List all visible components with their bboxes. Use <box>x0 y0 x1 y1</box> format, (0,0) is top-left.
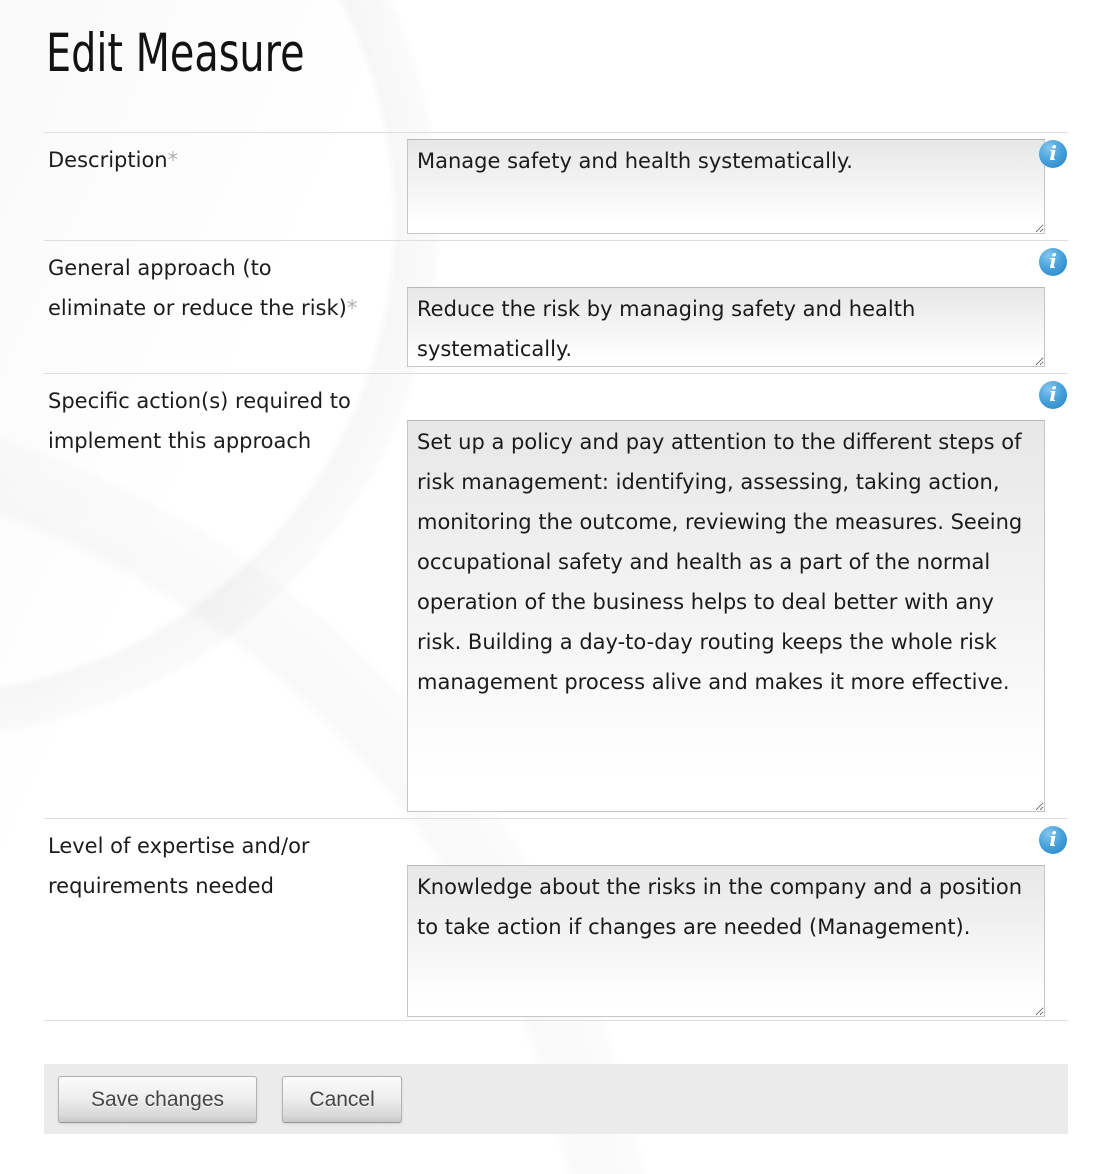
form-row-expertise <box>44 818 1068 1020</box>
info-icon-glyph: i <box>1049 382 1057 407</box>
general-approach-label <box>48 248 373 328</box>
page-title <box>44 0 1068 83</box>
form-row-general-approach <box>44 240 1068 373</box>
required-asterisk: * <box>346 296 358 321</box>
description-label-text: Description <box>48 148 168 173</box>
description-label <box>48 140 373 180</box>
cancel-button[interactable]: Cancel <box>282 1076 402 1123</box>
form-row-description <box>44 132 1068 240</box>
save-changes-button[interactable]: Save changes <box>58 1076 257 1123</box>
form-rows <box>44 132 1068 1021</box>
expertise-label <box>48 826 373 906</box>
info-icon[interactable] <box>1039 248 1067 276</box>
specific-actions-label-text: Specific action(s) required to implement this approach <box>48 389 351 454</box>
info-icon[interactable] <box>1039 140 1067 168</box>
info-icon-glyph: i <box>1049 141 1057 166</box>
general-approach-textarea[interactable] <box>407 287 1045 367</box>
page-title-text: Edit Measure <box>46 23 305 84</box>
expertise-label-text: Level of expertise and/or requirements needed <box>48 834 310 899</box>
edit-measure-form <box>44 132 1068 1134</box>
info-icon-glyph: i <box>1049 827 1057 852</box>
info-icon-glyph: i <box>1049 249 1057 274</box>
general-approach-label-text: General approach (to eliminate or reduce the risk) <box>48 256 347 321</box>
edit-measure-page <box>44 0 1068 1134</box>
description-textarea[interactable] <box>407 139 1045 234</box>
specific-actions-label <box>48 381 373 461</box>
form-actions-bar <box>44 1064 1068 1134</box>
info-icon[interactable] <box>1039 381 1067 409</box>
required-asterisk: * <box>167 148 179 173</box>
info-icon[interactable] <box>1039 826 1067 854</box>
specific-actions-textarea[interactable] <box>407 420 1045 812</box>
expertise-textarea[interactable] <box>407 865 1045 1017</box>
form-row-specific-actions <box>44 373 1068 818</box>
